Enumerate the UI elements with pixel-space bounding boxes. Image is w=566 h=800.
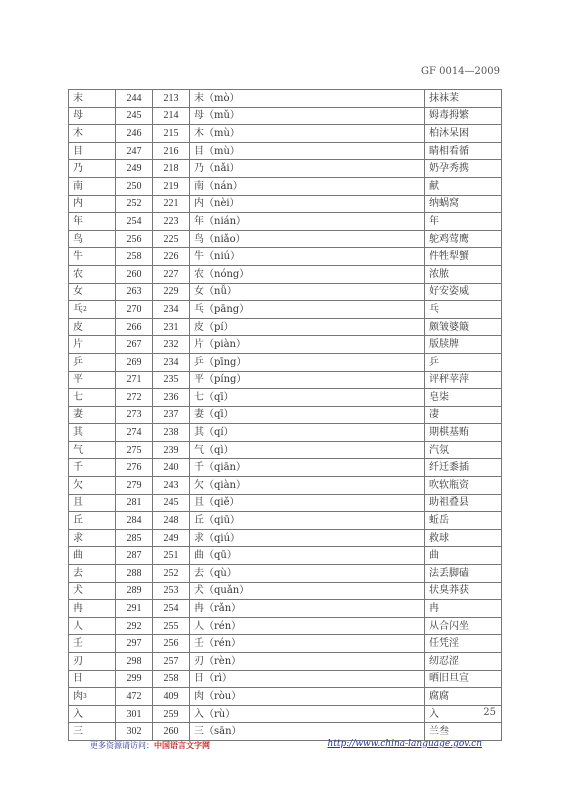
cell-character xyxy=(69,107,116,125)
cell-character xyxy=(69,723,116,741)
table-row xyxy=(69,617,502,635)
cell-character xyxy=(69,494,116,512)
cell-character xyxy=(69,477,116,495)
table-row xyxy=(69,723,502,741)
cell-examples: 腐腐 xyxy=(425,688,502,706)
character-text: 其 xyxy=(73,427,83,439)
cell-character xyxy=(69,142,116,160)
cell-pinyin: 片（piàn） xyxy=(190,336,425,354)
cell-pinyin: 其（qí） xyxy=(190,424,425,442)
character-text: 妻 xyxy=(73,409,83,421)
character-text: 末 xyxy=(73,92,83,104)
character-text: 片 xyxy=(73,339,83,351)
cell-index-1: 252 xyxy=(116,195,153,213)
character-text: 母 xyxy=(73,110,83,122)
cell-character xyxy=(69,301,116,319)
character-text: 南 xyxy=(73,180,83,192)
table-row xyxy=(69,477,502,495)
table-row xyxy=(69,90,502,108)
cell-index-2: 234 xyxy=(153,301,190,319)
cell-index-1: 263 xyxy=(116,283,153,301)
cell-examples: 抹袜茉 xyxy=(425,90,502,108)
table-row xyxy=(69,230,502,248)
cell-character xyxy=(69,195,116,213)
cell-index-2: 253 xyxy=(153,582,190,600)
cell-pinyin: 冉（rǎn） xyxy=(190,600,425,618)
cell-character xyxy=(69,565,116,583)
cell-pinyin: 七（qī） xyxy=(190,389,425,407)
character-text: 年 xyxy=(73,215,83,227)
cell-pinyin: 乃（nǎi） xyxy=(190,160,425,178)
cell-examples: 年 xyxy=(425,213,502,231)
cell-examples: 期棋基贿 xyxy=(425,424,502,442)
table-row xyxy=(69,160,502,178)
footer-resource-note xyxy=(90,740,210,751)
cell-pinyin: 妻（qī） xyxy=(190,406,425,424)
cell-character xyxy=(69,600,116,618)
cell-index-2: 227 xyxy=(153,265,190,283)
cell-index-1: 299 xyxy=(116,670,153,688)
cell-examples: 乒 xyxy=(425,353,502,371)
table-row xyxy=(69,670,502,688)
cell-index-1: 270 xyxy=(116,301,153,319)
cell-index-2: 252 xyxy=(153,565,190,583)
cell-examples: 献 xyxy=(425,177,502,195)
table-row xyxy=(69,529,502,547)
footnote-mark: 3 xyxy=(83,692,87,700)
cell-character xyxy=(69,512,116,530)
cell-index-2: 226 xyxy=(153,248,190,266)
cell-character xyxy=(69,213,116,231)
cell-index-1: 285 xyxy=(116,529,153,547)
table-row xyxy=(69,177,502,195)
cell-pinyin: 目（mù） xyxy=(190,142,425,160)
table-row xyxy=(69,459,502,477)
cell-index-2: 240 xyxy=(153,459,190,477)
cell-index-2: 239 xyxy=(153,441,190,459)
cell-index-1: 287 xyxy=(116,547,153,565)
cell-examples: 姆毒拇繁 xyxy=(425,107,502,125)
cell-pinyin: 入（rù） xyxy=(190,705,425,723)
character-text: 刃 xyxy=(73,655,83,667)
cell-index-1: 254 xyxy=(116,213,153,231)
cell-examples: 任凭淫 xyxy=(425,635,502,653)
cell-pinyin: 三（sān） xyxy=(190,723,425,741)
cell-examples: 蚯岳 xyxy=(425,512,502,530)
table-row xyxy=(69,248,502,266)
cell-index-2: 232 xyxy=(153,336,190,354)
character-text: 七 xyxy=(73,391,83,403)
cell-examples: 乓 xyxy=(425,301,502,319)
cell-pinyin: 皮（pí） xyxy=(190,318,425,336)
character-text: 曲 xyxy=(73,550,83,562)
character-text: 人 xyxy=(73,620,83,632)
cell-examples: 睛相看循 xyxy=(425,142,502,160)
character-text: 农 xyxy=(73,268,83,280)
character-text: 女 xyxy=(73,286,83,298)
cell-index-2: 238 xyxy=(153,424,190,442)
table-row xyxy=(69,318,502,336)
character-text: 皮 xyxy=(73,321,83,333)
cell-pinyin: 内（nèi） xyxy=(190,195,425,213)
character-text: 丘 xyxy=(73,515,83,527)
cell-character xyxy=(69,230,116,248)
table-row xyxy=(69,371,502,389)
character-text: 气 xyxy=(73,444,83,456)
cell-pinyin: 人（rén） xyxy=(190,617,425,635)
cell-index-1: 249 xyxy=(116,160,153,178)
cell-index-2: 221 xyxy=(153,195,190,213)
cell-character xyxy=(69,653,116,671)
character-text: 平 xyxy=(73,374,83,386)
cell-examples: 法丢脚磕 xyxy=(425,565,502,583)
cell-index-2: 248 xyxy=(153,512,190,530)
character-text: 肉 xyxy=(73,690,83,702)
table-row xyxy=(69,653,502,671)
cell-examples: 颇皱婆簸 xyxy=(425,318,502,336)
cell-pinyin: 壬（rén） xyxy=(190,635,425,653)
footer-brand: 中国语言文字网 xyxy=(154,740,210,750)
cell-index-1: 269 xyxy=(116,353,153,371)
table-row xyxy=(69,688,502,706)
cell-index-1: 266 xyxy=(116,318,153,336)
cell-character xyxy=(69,688,116,706)
table-row xyxy=(69,494,502,512)
cell-examples: 冉 xyxy=(425,600,502,618)
footer-prefix: 更多资源请访问： xyxy=(90,741,154,750)
cell-examples: 纫忍涩 xyxy=(425,653,502,671)
cell-examples: 吹软瓶资 xyxy=(425,477,502,495)
cell-character xyxy=(69,125,116,143)
cell-character xyxy=(69,389,116,407)
cell-character xyxy=(69,617,116,635)
cell-pinyin: 欠（qiàn） xyxy=(190,477,425,495)
cell-examples: 皂柒 xyxy=(425,389,502,407)
cell-index-2: 218 xyxy=(153,160,190,178)
character-text: 乃 xyxy=(73,163,83,175)
table-row xyxy=(69,353,502,371)
table-row xyxy=(69,600,502,618)
cell-index-2: 219 xyxy=(153,177,190,195)
table-row xyxy=(69,635,502,653)
cell-examples: 件牲犁蟹 xyxy=(425,248,502,266)
cell-index-1: 284 xyxy=(116,512,153,530)
cell-index-1: 289 xyxy=(116,582,153,600)
cell-pinyin: 犬（quǎn） xyxy=(190,582,425,600)
cell-pinyin: 鸟（niǎo） xyxy=(190,230,425,248)
table-row xyxy=(69,705,502,723)
cell-index-1: 244 xyxy=(116,90,153,108)
cell-examples: 凄 xyxy=(425,406,502,424)
cell-pinyin: 农（nóng） xyxy=(190,265,425,283)
cell-pinyin: 丘（qiū） xyxy=(190,512,425,530)
cell-examples: 奶孕秀携 xyxy=(425,160,502,178)
cell-pinyin: 牛（niú） xyxy=(190,248,425,266)
cell-index-1: 276 xyxy=(116,459,153,477)
character-text: 牛 xyxy=(73,251,83,263)
character-text: 千 xyxy=(73,462,83,474)
cell-character xyxy=(69,670,116,688)
cell-index-1: 271 xyxy=(116,371,153,389)
table-row xyxy=(69,389,502,407)
cell-character xyxy=(69,547,116,565)
cell-character xyxy=(69,459,116,477)
cell-pinyin: 年（nián） xyxy=(190,213,425,231)
table-row xyxy=(69,301,502,319)
document-code: GF 0014—2009 xyxy=(420,66,500,77)
table-row xyxy=(69,512,502,530)
cell-index-2: 258 xyxy=(153,670,190,688)
cell-index-2: 236 xyxy=(153,389,190,407)
cell-character xyxy=(69,529,116,547)
table-row xyxy=(69,547,502,565)
cell-examples: 汽氛 xyxy=(425,441,502,459)
table-row xyxy=(69,424,502,442)
character-text: 目 xyxy=(73,145,83,157)
cell-character xyxy=(69,336,116,354)
cell-index-1: 258 xyxy=(116,248,153,266)
cell-pinyin: 末（mò） xyxy=(190,90,425,108)
cell-examples: 兰叁 xyxy=(425,723,502,741)
character-text: 木 xyxy=(73,127,83,139)
character-text: 去 xyxy=(73,567,83,579)
cell-index-1: 279 xyxy=(116,477,153,495)
cell-index-2: 216 xyxy=(153,142,190,160)
cell-pinyin: 气（qì） xyxy=(190,441,425,459)
cell-index-2: 259 xyxy=(153,705,190,723)
cell-pinyin: 肉（ròu） xyxy=(190,688,425,706)
cell-pinyin: 母（mǔ） xyxy=(190,107,425,125)
footer-url-link[interactable]: http://www.china-language.gov.cn xyxy=(327,739,482,749)
table-row xyxy=(69,265,502,283)
cell-examples: 评秤苹萍 xyxy=(425,371,502,389)
cell-index-1: 260 xyxy=(116,265,153,283)
cell-index-2: 254 xyxy=(153,600,190,618)
cell-index-2: 256 xyxy=(153,635,190,653)
cell-index-1: 302 xyxy=(116,723,153,741)
cell-index-1: 250 xyxy=(116,177,153,195)
cell-index-2: 223 xyxy=(153,213,190,231)
character-text: 求 xyxy=(73,532,83,544)
cell-examples: 入 xyxy=(425,705,502,723)
table-row xyxy=(69,336,502,354)
table-row xyxy=(69,125,502,143)
cell-character xyxy=(69,371,116,389)
character-table xyxy=(68,89,502,741)
cell-examples: 状臭莽获 xyxy=(425,582,502,600)
cell-examples: 纳蜗窝 xyxy=(425,195,502,213)
footnote-mark: 2 xyxy=(83,305,87,313)
cell-character xyxy=(69,265,116,283)
cell-examples: 浓脓 xyxy=(425,265,502,283)
cell-index-1: 274 xyxy=(116,424,153,442)
character-text: 乓 xyxy=(73,303,83,315)
cell-examples: 版牍牌 xyxy=(425,336,502,354)
cell-character xyxy=(69,406,116,424)
table-row xyxy=(69,582,502,600)
cell-index-2: 249 xyxy=(153,529,190,547)
cell-index-1: 267 xyxy=(116,336,153,354)
cell-index-1: 298 xyxy=(116,653,153,671)
table-row xyxy=(69,195,502,213)
cell-examples: 晒旧旦宣 xyxy=(425,670,502,688)
cell-index-1: 246 xyxy=(116,125,153,143)
cell-index-2: 260 xyxy=(153,723,190,741)
cell-index-1: 247 xyxy=(116,142,153,160)
character-text: 乒 xyxy=(73,356,83,368)
cell-index-2: 215 xyxy=(153,125,190,143)
table-row xyxy=(69,142,502,160)
cell-index-2: 235 xyxy=(153,371,190,389)
cell-pinyin: 木（mù） xyxy=(190,125,425,143)
character-text: 壬 xyxy=(73,638,83,650)
cell-pinyin: 且（qiě） xyxy=(190,494,425,512)
cell-index-2: 229 xyxy=(153,283,190,301)
cell-examples: 救球 xyxy=(425,529,502,547)
cell-examples: 曲 xyxy=(425,547,502,565)
cell-character xyxy=(69,318,116,336)
cell-index-2: 409 xyxy=(153,688,190,706)
character-text: 日 xyxy=(73,673,83,685)
cell-character xyxy=(69,705,116,723)
cell-examples: 助祖叠县 xyxy=(425,494,502,512)
cell-index-1: 281 xyxy=(116,494,153,512)
character-text: 入 xyxy=(73,708,83,720)
cell-index-1: 275 xyxy=(116,441,153,459)
character-text: 三 xyxy=(73,726,83,738)
cell-index-2: 213 xyxy=(153,90,190,108)
cell-index-1: 301 xyxy=(116,705,153,723)
character-text: 鸟 xyxy=(73,233,83,245)
table-row xyxy=(69,283,502,301)
cell-index-2: 214 xyxy=(153,107,190,125)
cell-pinyin: 平（píng） xyxy=(190,371,425,389)
cell-pinyin: 乒（pīng） xyxy=(190,353,425,371)
cell-pinyin: 千（qiān） xyxy=(190,459,425,477)
table-row xyxy=(69,565,502,583)
cell-character xyxy=(69,177,116,195)
cell-index-1: 272 xyxy=(116,389,153,407)
cell-examples: 鸵鸡莺鹰 xyxy=(425,230,502,248)
cell-index-1: 291 xyxy=(116,600,153,618)
cell-character xyxy=(69,248,116,266)
cell-index-1: 273 xyxy=(116,406,153,424)
cell-index-1: 288 xyxy=(116,565,153,583)
cell-pinyin: 去（qù） xyxy=(190,565,425,583)
cell-index-1: 472 xyxy=(116,688,153,706)
cell-index-2: 225 xyxy=(153,230,190,248)
character-text: 且 xyxy=(73,497,83,509)
cell-index-2: 251 xyxy=(153,547,190,565)
cell-pinyin: 刃（rèn） xyxy=(190,653,425,671)
cell-index-1: 292 xyxy=(116,617,153,635)
cell-character xyxy=(69,90,116,108)
cell-character xyxy=(69,160,116,178)
cell-index-2: 237 xyxy=(153,406,190,424)
cell-index-2: 231 xyxy=(153,318,190,336)
cell-index-1: 256 xyxy=(116,230,153,248)
cell-pinyin: 乓（pāng） xyxy=(190,301,425,319)
table-row xyxy=(69,406,502,424)
cell-character xyxy=(69,283,116,301)
cell-character xyxy=(69,441,116,459)
character-text: 内 xyxy=(73,198,83,210)
cell-pinyin: 曲（qū） xyxy=(190,547,425,565)
cell-pinyin: 南（nán） xyxy=(190,177,425,195)
cell-examples: 柏沐呆困 xyxy=(425,125,502,143)
cell-examples: 好安姿威 xyxy=(425,283,502,301)
cell-index-2: 234 xyxy=(153,353,190,371)
cell-pinyin: 日（rì） xyxy=(190,670,425,688)
table-row xyxy=(69,213,502,231)
table-row xyxy=(69,107,502,125)
character-text: 犬 xyxy=(73,585,83,597)
cell-index-2: 255 xyxy=(153,617,190,635)
character-text: 冉 xyxy=(73,603,83,615)
cell-pinyin: 求（qiú） xyxy=(190,529,425,547)
cell-index-1: 297 xyxy=(116,635,153,653)
cell-character xyxy=(69,353,116,371)
page-number: 25 xyxy=(483,707,496,718)
cell-examples: 从合闪坐 xyxy=(425,617,502,635)
cell-pinyin: 女（nǚ） xyxy=(190,283,425,301)
cell-character xyxy=(69,635,116,653)
table-row xyxy=(69,441,502,459)
cell-index-2: 243 xyxy=(153,477,190,495)
cell-index-1: 245 xyxy=(116,107,153,125)
character-text: 欠 xyxy=(73,479,83,491)
cell-character xyxy=(69,424,116,442)
cell-index-2: 245 xyxy=(153,494,190,512)
cell-character xyxy=(69,582,116,600)
cell-examples: 纤迁黍插 xyxy=(425,459,502,477)
cell-index-2: 257 xyxy=(153,653,190,671)
